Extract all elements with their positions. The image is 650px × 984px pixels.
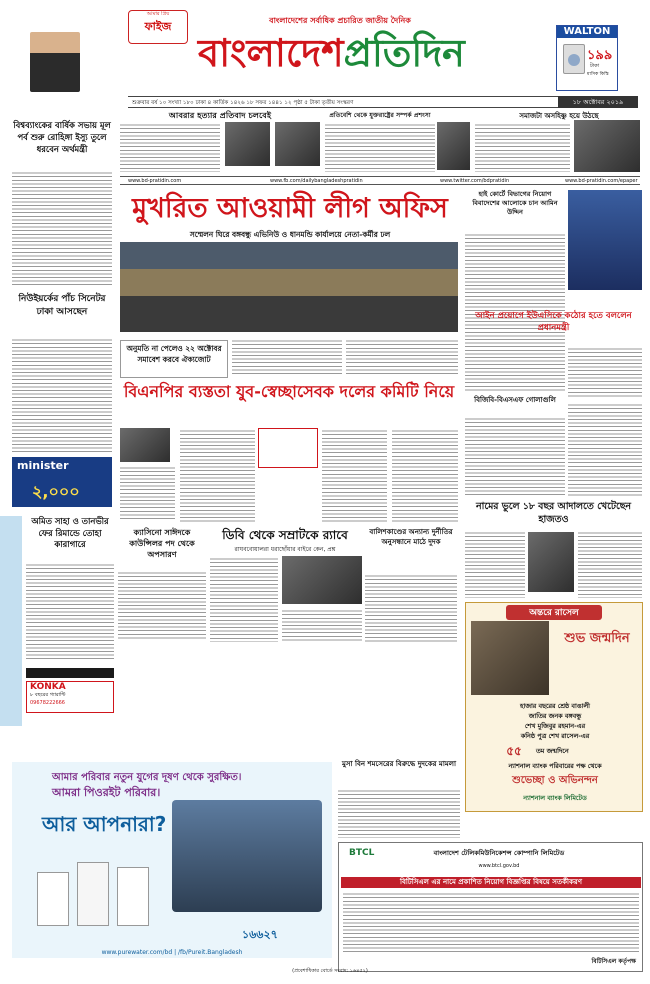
woman-photo <box>437 122 470 170</box>
purifier-3-icon <box>117 867 149 926</box>
pm-box <box>258 428 318 468</box>
web-link-4[interactable]: www.bd-pratidin.com/epaper <box>565 178 638 184</box>
pureit-line-1: আমার পরিবার নতুন যুগের দূষণ থেকে সুরক্ষিত। <box>52 772 242 783</box>
family-photo <box>172 800 322 912</box>
senators-story-body <box>12 337 112 452</box>
walton-price: ১৯৯ <box>587 48 613 63</box>
badge-brand: ফাইজ <box>144 20 172 33</box>
law-body <box>568 346 642 398</box>
wb-story-title[interactable]: বিশ্বব্যাংকের বার্ষিক সভায় মূল পর্ব শুরু রোহিঙ্গা ইস্যু তুলে ধরবেন অর্থমন্ত্রী <box>13 120 111 154</box>
russel-top: অন্তরে রাসেল <box>506 605 602 620</box>
law-headline[interactable]: আইন প্রয়োগে ইউএসিকে কঠোর হতে বললেন প্রধানমন্ত্রী <box>475 311 632 333</box>
minister-portrait <box>30 32 80 92</box>
intolerance-body <box>475 122 570 172</box>
pureit-line-3: আর আপনারা? <box>42 812 167 836</box>
date-box: ১৮ অক্টোবর ২০১৯ <box>558 96 638 108</box>
wrong-name-photo <box>528 532 574 592</box>
musa-body <box>338 788 460 838</box>
date-line-bar <box>128 96 638 108</box>
title-part-2: প্রতিদিন <box>343 30 465 75</box>
konka-phone: 09678222666 <box>30 700 65 706</box>
pureit-line-2: আমরা পিওরইট পরিবার। <box>52 786 161 799</box>
left-ad-badge <box>128 10 188 44</box>
bnp-body-3 <box>322 428 387 523</box>
wrong-name-body <box>465 530 525 598</box>
abrar-photo-1 <box>225 122 270 166</box>
walton-brand: WALTON <box>557 26 617 38</box>
btcl-notice[interactable] <box>338 842 643 972</box>
abrar-photo-2 <box>275 122 320 166</box>
russel-body-6: ন্যাশনাল ব্যাংক পরিবারের পক্ষ থেকে <box>508 762 602 770</box>
lead-headline[interactable]: মুখরিত আওয়ামী লীগ অফিস <box>132 193 448 224</box>
russel-body-4: কনিষ্ঠ পুত্র শেখ রাসেল-এর <box>520 732 590 740</box>
btcl-body <box>343 891 639 955</box>
pureit-hotline: ১৬৬২৭ <box>242 928 278 941</box>
washing-machine-icon <box>563 44 585 74</box>
russel-body-3: শেখ মুজিবুর রহমান-এর <box>524 722 586 730</box>
russel-photo <box>471 621 549 695</box>
bgb-body <box>465 416 565 496</box>
minister-price: ২,০০০ <box>32 482 80 501</box>
amin-headline[interactable]: হাই কোর্টে বিভাগের নিয়োগ বিবাদেশের আলোকে চান আমিন উদ্দিন <box>472 190 558 216</box>
russel-bank: ন্যাশনাল ব্যাংক লিমিটেড <box>523 794 587 802</box>
vertical-logo-strip <box>0 516 22 726</box>
rally-title: অনুমতি না পেলেও ২২ অক্টোবর সমাবেশ করবে ঐক্যজোট <box>126 344 222 364</box>
minister-ad[interactable] <box>12 457 112 507</box>
purifier-1-icon <box>37 872 69 926</box>
wrong-name-headline[interactable]: নামের ভুলে ১৮ বছর আদালতে খেটেছেন হাজতও <box>476 501 631 525</box>
abrar-story-body <box>120 122 220 172</box>
walton-sub: মাসিক কিস্তি <box>587 72 609 77</box>
bottom-note: (প্রবেশাধিকার বোর্ডে সংবাদ: ১৬৪৫২) <box>292 968 368 974</box>
wb-story-body <box>12 170 112 285</box>
saeed-photos <box>120 428 170 462</box>
purifier-2-icon <box>77 862 109 926</box>
btcl-logo: BTCL <box>349 848 375 858</box>
bgb-headline[interactable]: বিজিবি-বিএসএফ গোলাগুলি <box>474 396 556 404</box>
web-link-3[interactable]: www.twitter.com/bdpratidin <box>440 178 510 184</box>
musa-headline[interactable]: মুসা বিন শমসেরের বিরুদ্ধে দুদকের মামলা <box>342 760 456 768</box>
casino-body <box>118 570 206 640</box>
konka-sub: ৮ বছরের গ্যারান্টি <box>30 692 66 698</box>
russel-body-1: হাজার বছরের শ্রেষ্ঠ বাঙালী <box>520 702 590 710</box>
law-body-2 <box>568 402 642 496</box>
badge-caption: আমার প্রিয় <box>146 11 170 17</box>
web-links-bar <box>120 176 640 185</box>
db-headline[interactable]: ডিবি থেকে সম্রাটকে র‍্যাবে <box>222 528 348 542</box>
russel-body-5: তম জন্মদিনে <box>536 747 569 755</box>
intolerance-title[interactable]: সমাজটা অসহিষ্ণু হয়ে উঠছে <box>519 112 599 120</box>
lead-photo <box>120 242 458 332</box>
dudok-body <box>365 573 457 643</box>
db-body <box>210 556 278 642</box>
remand-story-title[interactable]: অমিত সাহা ও তানভীর ফের রিমান্ডে তোহা কারাগারে <box>31 516 109 549</box>
tagline: বাংলাদেশের সর্বাধিক প্রচারিত জাতীয় দৈনিক <box>269 16 411 25</box>
web-link-2[interactable]: www.fb.com/dailybangladeshpratidin <box>270 178 363 184</box>
konka-ad[interactable] <box>26 681 114 713</box>
btcl-headline: বিটিসিএল এর নামে প্রকাশিত নিয়োগ বিজ্ঞপ্তির বিষয়ে সতর্কীকরণ <box>341 877 641 888</box>
lead-deck: সম্মেলন ঘিরে বঙ্গবন্ধু এভিনিউ ও ধানমন্ডি কার্যালয়ে নেতা-কর্মীর ঢল <box>189 230 391 239</box>
walton-unit: টাকা <box>590 63 600 69</box>
bnp-headline[interactable]: বিএনপির ব্যস্ততা যুব-স্বেচ্ছাসেবক দলের কমিটি নিয়ে <box>123 382 455 401</box>
db-deck: রাঘববোয়ালরা ধরাছোঁয়ার বাইরে কেন, প্রশ্ন <box>234 546 336 553</box>
rally-box[interactable] <box>120 340 228 378</box>
btcl-web: www.btcl.gov.bd <box>478 863 520 869</box>
russel-birthday-ad[interactable] <box>465 602 643 812</box>
russel-body-2: জাতির জনক বঙ্গবন্ধু <box>528 712 582 720</box>
samrat-photo <box>282 556 362 604</box>
pm-jersey-photo <box>568 190 642 290</box>
lead-body-col-1 <box>232 338 342 374</box>
wrong-name-body-2 <box>578 530 642 598</box>
russel-greet: শুভ জন্মদিন <box>564 631 630 646</box>
us-relations-title[interactable]: প্রতিবেশি থেকে যুক্তরাষ্ট্রের সম্পর্ক প্রশংসা <box>329 112 431 119</box>
dudok-headline[interactable]: বালিশকাণ্ডের অন্যান্য দুর্নীতির অনুসন্ধানে মাঠে দুদক <box>369 528 453 546</box>
speaker-photo <box>574 120 640 172</box>
db-body-2 <box>282 608 362 642</box>
konka-brand: KONKA <box>30 682 66 692</box>
russel-age: ৫৫ <box>506 744 522 758</box>
btcl-org: বাংলাদেশ টেলিকমিউনিকেশন্স কোম্পানি লিমিটেড <box>433 849 565 857</box>
btcl-sign: বিটিসিএল কর্তৃপক্ষ <box>591 958 636 965</box>
us-relations-body <box>325 122 435 172</box>
russel-wish: শুভেচ্ছা ও অভিনন্দন <box>512 775 598 786</box>
pureit-ad[interactable] <box>12 762 332 958</box>
lead-body-col-2 <box>346 338 458 374</box>
title-part-1: বাংলাদেশ <box>198 30 344 75</box>
newspaper-title <box>198 26 498 80</box>
senators-story-title[interactable]: নিউইয়র্কের পাঁচ সিনেটর ঢাকা আসছেন <box>18 294 106 317</box>
walton-ad[interactable] <box>556 25 618 91</box>
web-link-1[interactable]: www.bd-pratidin.com <box>128 178 182 184</box>
bnp-body-1 <box>120 465 175 520</box>
bnp-body-2 <box>180 428 255 523</box>
bnp-body-4 <box>392 428 458 523</box>
remand-story-body <box>26 562 114 662</box>
minister-brand: minister <box>17 459 69 472</box>
pureit-url: www.purewater.com/bd | /fb/Pureit.Bangladesh <box>101 949 243 956</box>
date-line: শুক্রবার বর্ষ ১০ সংখ্যা ১৮০ ঢাকা ৪ কার্তিক ১৪২৬ ১৮ সফর ১৪৪১ ১২ পৃষ্ঠা ৫ টাকা তৃতীয় সংস্করণ <box>132 100 354 106</box>
abrar-story-title[interactable]: আবরার হত্যার প্রতিবাদ চলবেই <box>168 110 272 120</box>
konka-tv-image <box>26 668 114 678</box>
casino-title[interactable]: ক্যাসিনো সাঈদকে কাউন্সিলর পদ থেকে অপসারণ <box>129 528 195 559</box>
